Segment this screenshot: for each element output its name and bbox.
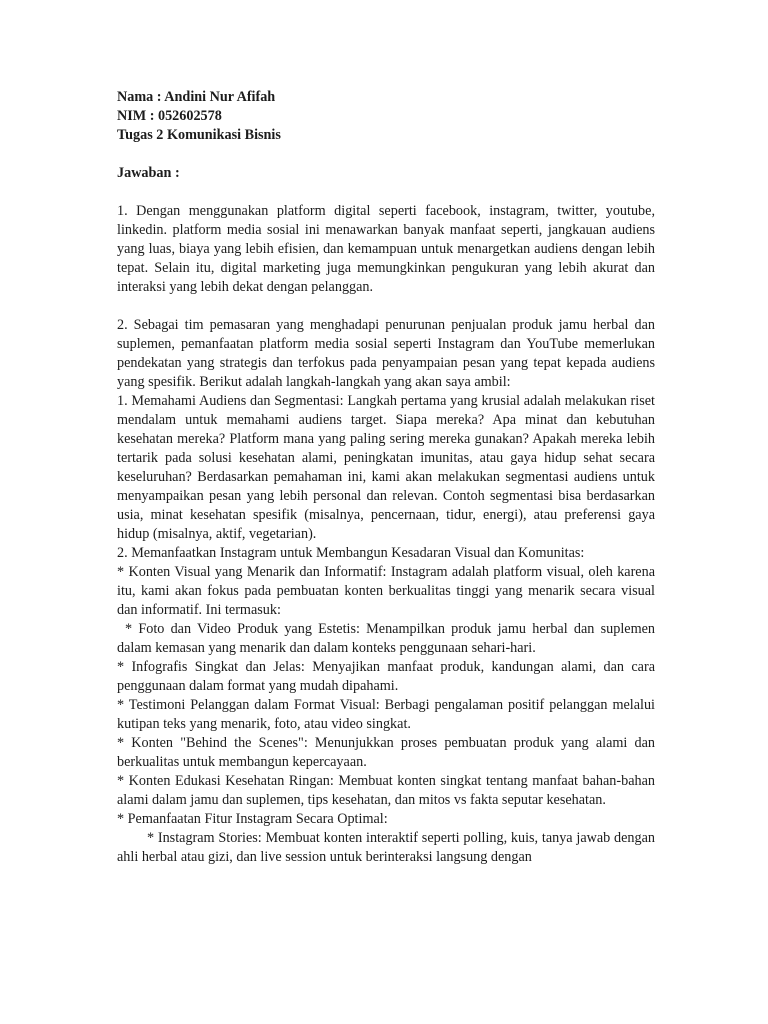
bullet-infographics: * Infografis Singkat dan Jelas: Menyajikan manfaat produk, kandungan alami, dan cara penggunaan dalam format yang mudah dipahami. [117,659,655,694]
bullet-instagram-features: * Pemanfaatan Fitur Instagram Secara Optimal: [117,811,388,827]
student-name: Nama : Andini Nur Afifah [117,89,276,105]
bullet-instagram-stories: * Instagram Stories: Membuat konten interaktif seperti polling, kuis, tanya jawab dengan ahli herbal atau gizi, dan live session untuk berinteraksi langsung dengan [117,830,655,865]
answer-paragraph-2: 2. Sebagai tim pemasaran yang menghadapi penurunan penjualan produk jamu herbal dan suplemen, pemanfaatan platform media sosial seperti Instagram dan YouTube memerlukan pendekatan yang strategis dan terfokus pada penyampaian pesan yang tepat kepada audiens yang spesifik. Berikut adalah langkah-langkah yang akan saya ambil: [117,317,655,390]
task-title: Tugas 2 Komunikasi Bisnis [117,127,281,143]
bullet-testimonials: * Testimoni Pelanggan dalam Format Visual: Berbagi pengalaman positif pelanggan melalui kutipan teks yang menarik, foto, atau video singkat. [117,697,655,732]
student-nim: NIM : 052602578 [117,108,222,124]
bullet-visual-content: * Konten Visual yang Menarik dan Informatif: Instagram adalah platform visual, oleh karena itu, kami akan fokus pada pembuatan konten berkualitas tinggi yang menarik secara visual dan informatif. Ini termasuk: [117,564,655,618]
document-body [117,88,655,867]
step-audience-segmentation: 1. Memahami Audiens dan Segmentasi: Langkah pertama yang krusial adalah melakukan riset mendalam untuk memahami audiens target. Siapa mereka? Apa minat dan kebutuhan kesehatan mereka? Platform mana yang paling sering mereka gunakan? Apakah mereka lebih tertarik pada solusi kesehatan alami, peningkatan imunitas, atau gaya hidup sehat secara keseluruhan? Berdasarkan pemahaman ini, kami akan melakukan segmentasi audiens untuk menyampaikan pesan yang lebih personal dan relevan. Contoh segmentasi bisa berdasarkan usia, minat kesehatan spesifik (misalnya, pencernaan, tidur, energi), atau preferensi gaya hidup (misalnya, aktif, vegetarian). [117,393,655,542]
step-instagram-heading: 2. Memanfaatkan Instagram untuk Membangun Kesadaran Visual dan Komunitas: [117,545,585,561]
answer-heading: Jawaban : [117,165,180,181]
bullet-health-education: * Konten Edukasi Kesehatan Ringan: Membuat konten singkat tentang manfaat bahan-bahan alami dalam jamu dan suplemen, tips kesehatan, dan mitos vs fakta seputar kesehatan. [117,773,655,808]
bullet-product-photos: * Foto dan Video Produk yang Estetis: Menampilkan produk jamu herbal dan suplemen dalam kemasan yang menarik dan dalam konteks penggunaan sehari-hari. [117,621,655,656]
bullet-behind-scenes: * Konten "Behind the Scenes": Menunjukkan proses pembuatan produk yang alami dan berkualitas untuk membangun kepercayaan. [117,735,655,770]
document-header [117,88,655,145]
answer-paragraph-1: 1. Dengan menggunakan platform digital seperti facebook, instagram, twitter, youtube, linkedin. platform media sosial ini menawarkan banyak manfaat seperti, jangkauan audiens yang luas, biaya yang lebih efisien, dan kemampuan untuk menargetkan audiens dengan lebih tepat. Selain itu, digital marketing juga memungkinkan pengukuran yang lebih akurat dan interaksi yang lebih dekat dengan pelanggan. [117,203,655,295]
